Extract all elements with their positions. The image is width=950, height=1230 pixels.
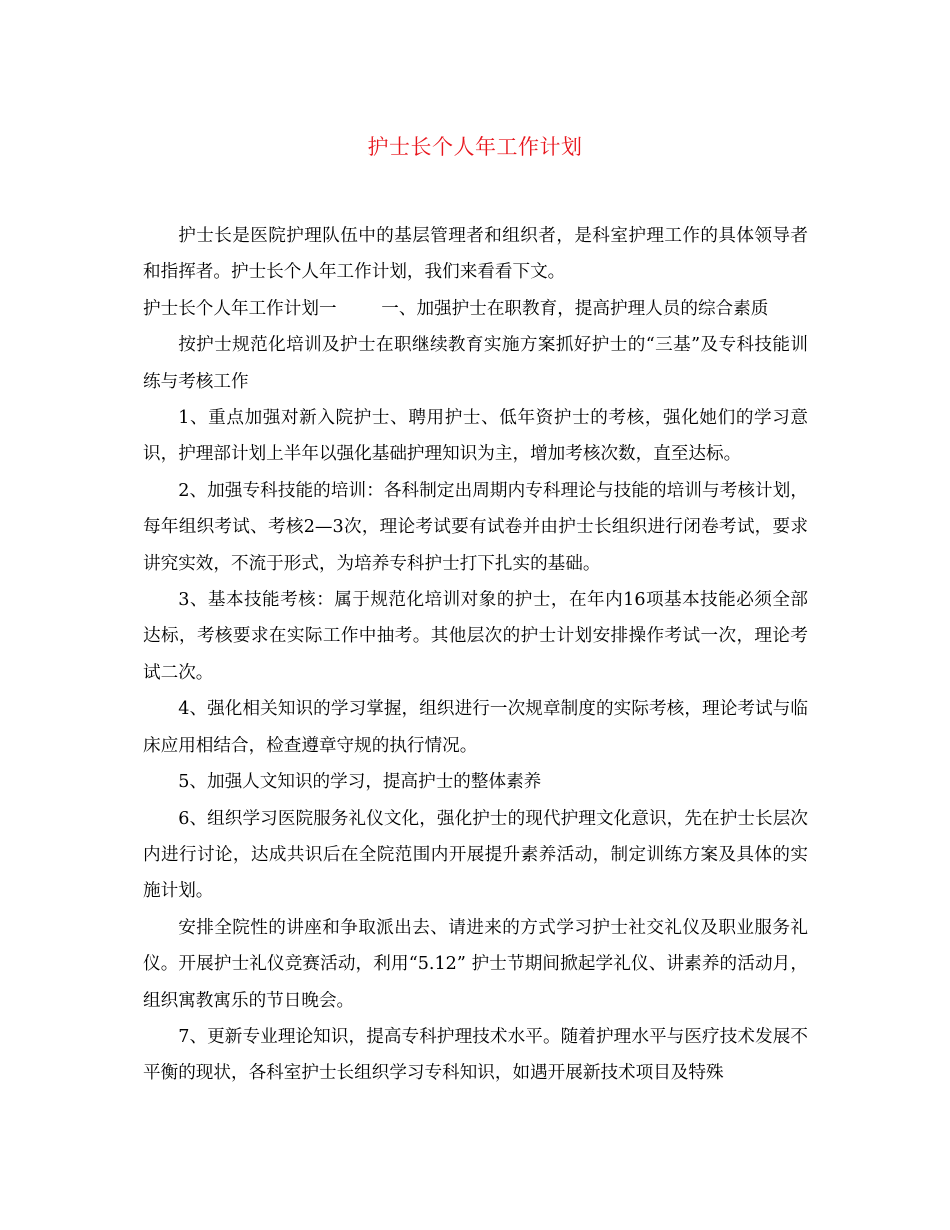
paragraph: 4、强化相关知识的学习掌握，组织进行一次规章制度的实际考核，理论考试与临床应用相结合，检查遵章守规的执行情况。 bbox=[143, 699, 808, 756]
paragraph: 1、重点加强对新入院护士、聘用护士、低年资护士的考核，强化她们的学习意识，护理部计划上半年以强化基础护理知识为主，增加考核次数，直至达标。 bbox=[143, 408, 808, 465]
document-body bbox=[143, 218, 808, 1092]
paragraph: 按护士规范化培训及护士在职继续教育实施方案抓好护士的“三基”及专科技能训练与考核工作 bbox=[143, 335, 808, 392]
paragraph: 2、加强专科技能的培训：各科制定出周期内专科理论与技能的培训与考核计划，每年组织考试、考核2—3次，理论考试要有试卷并由护士长组织进行闭卷考试，要求讲究实效，不流于形式，为培养专科护士打下扎实的基础。 bbox=[143, 480, 808, 574]
paragraph: 安排全院性的讲座和争取派出去、请进来的方式学习护士社交礼仪及职业服务礼仪。开展护士礼仪竞赛活动，利用“5.12” 护士节期间掀起学礼仪、讲素养的活动月，组织寓教寓乐的节日晚会。 bbox=[143, 917, 808, 1011]
paragraph: 护士长是医院护理队伍中的基层管理者和组织者，是科室护理工作的具体领导者和指挥者。护士长个人年工作计划，我们来看看下文。 bbox=[143, 226, 808, 283]
paragraph: 7、更新专业理论知识，提高专科护理技术水平。随着护理水平与医疗技术发展不平衡的现状，各科室护士长组织学习专科知识，如遇开展新技术项目及特殊 bbox=[143, 1026, 808, 1084]
paragraph: 5、加强人文知识的学习，提高护士的整体素养 bbox=[178, 772, 542, 793]
paragraph: 6、组织学习医院服务礼仪文化，强化护士的现代护理文化意识，先在护士长层次内进行讨论，达成共识后在全院范围内开展提升素养活动，制定训练方案及具体的实施计划。 bbox=[143, 808, 808, 902]
document-title: 护士长个人年工作计划 bbox=[367, 135, 583, 159]
paragraph: 3、基本技能考核：属于规范化培训对象的护士，在年内16项基本技能必须全部达标，考核要求在实际工作中抽考。其他层次的护士计划安排操作考试一次，理论考试二次。 bbox=[143, 590, 808, 683]
section-heading: 护士长个人年工作计划一 一、加强护士在职教育，提高护理人员的综合素质 bbox=[143, 298, 769, 319]
